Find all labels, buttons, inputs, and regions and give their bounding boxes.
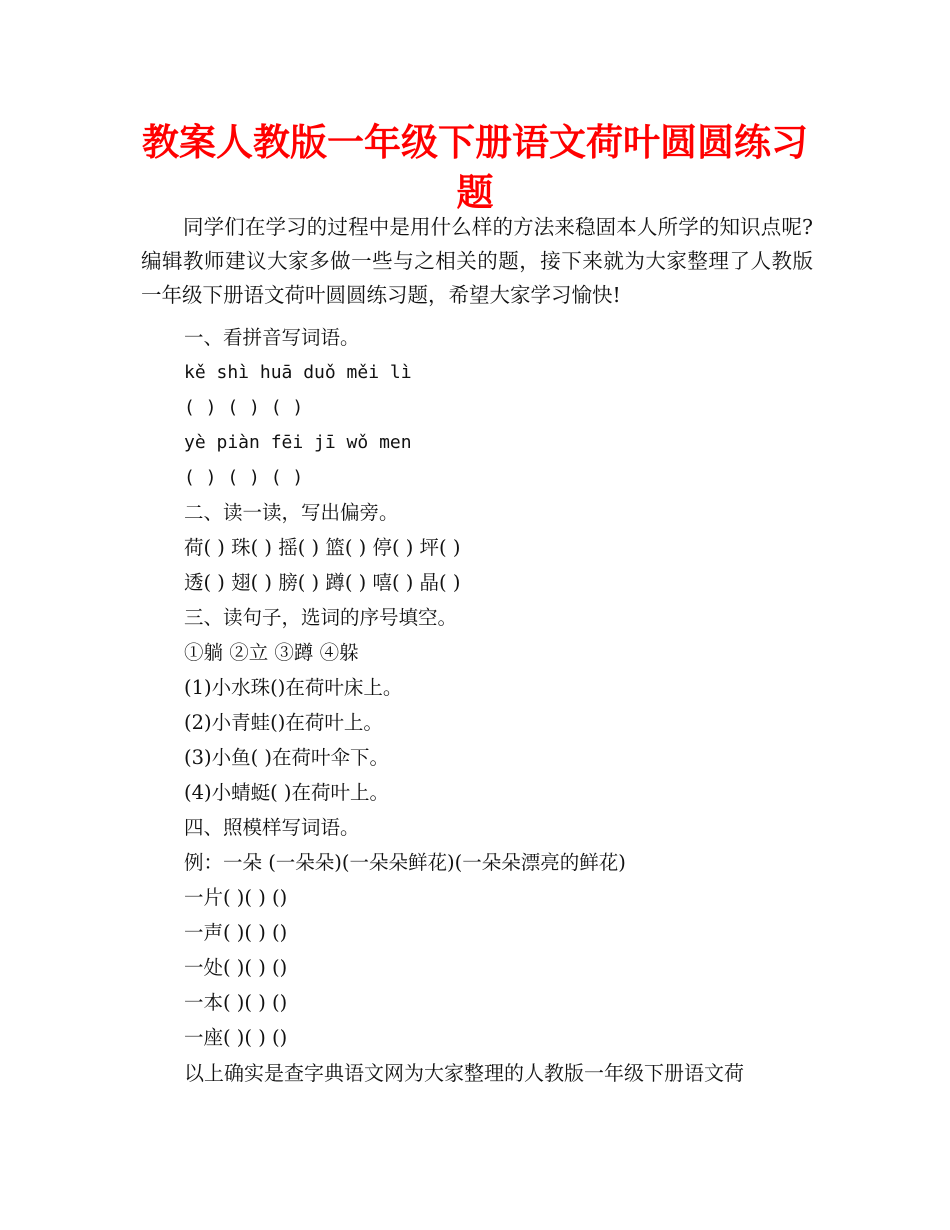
sentence-1: (1)小水珠()在荷叶床上。 xyxy=(184,676,403,699)
document-title: 教案人教版一年级下册语文荷叶圆圆练习题 xyxy=(142,121,808,214)
pinyin-line-2: yè piàn fēi jī wǒ men xyxy=(184,432,412,453)
intro-paragraph: 同学们在学习的过程中是用什么样的方法来稳固本人所学的知识点呢?编辑教师建议大家多做一些与之相关的题，接下来就为大家整理了人教版一年级下册语文荷叶圆圆练习题，希望大家学习愉快! xyxy=(141,215,813,307)
closing-paragraph: 以上确实是查字典语文网为大家整理的人教版一年级下册语文荷 xyxy=(184,1061,744,1085)
section-heading-2: 二、读一读，写出偏旁。 xyxy=(184,501,399,524)
answer-blanks-1: ( ) ( ) ( ) xyxy=(184,397,304,418)
word-options: ①躺 ②立 ③蹲 ④躲 xyxy=(184,641,359,664)
phrase-line-5: 一座( )( ) () xyxy=(184,1026,288,1049)
phrase-line-4: 一本( )( ) () xyxy=(184,991,288,1014)
radical-row-2: 透( ) 翅( ) 膀( ) 蹲( ) 嘻( ) 晶( ) xyxy=(184,571,461,594)
example-line: 例：一朵 (一朵朵)(一朵朵鲜花)(一朵朵漂亮的鲜花) xyxy=(184,851,626,874)
section-heading-4: 四、照模样写词语。 xyxy=(184,816,360,839)
sentence-2: (2)小青蛙()在荷叶上。 xyxy=(184,711,383,734)
phrase-line-2: 一声( )( ) () xyxy=(184,921,288,944)
sentence-4: (4)小蜻蜓( )在荷叶上。 xyxy=(184,781,390,804)
exercise-lines xyxy=(184,320,824,1055)
section-heading-3: 三、读句子，选词的序号填空。 xyxy=(184,606,458,629)
phrase-line-1: 一片( )( ) () xyxy=(184,886,288,909)
pinyin-line-1: kě shì huā duǒ měi lì xyxy=(184,362,412,383)
answer-blanks-2: ( ) ( ) ( ) xyxy=(184,467,304,488)
section-heading-1: 一、看拼音写词语。 xyxy=(184,326,360,349)
radical-row-1: 荷( ) 珠( ) 摇( ) 篮( ) 停( ) 坪( ) xyxy=(184,536,461,559)
phrase-line-3: 一处( )( ) () xyxy=(184,956,288,979)
sentence-3: (3)小鱼( )在荷叶伞下。 xyxy=(184,746,390,769)
